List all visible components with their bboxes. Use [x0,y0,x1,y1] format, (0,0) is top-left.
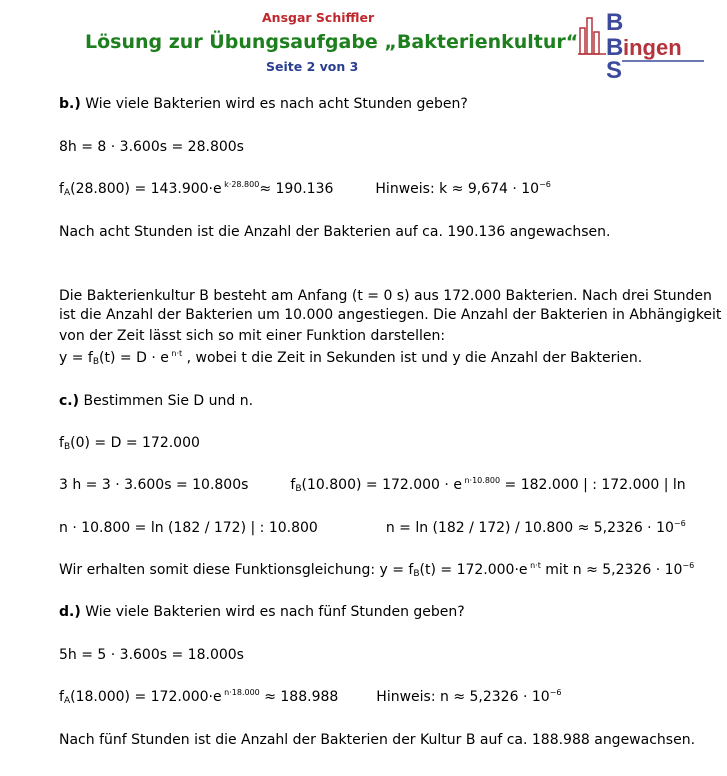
formula-c-d: $f_B(0) = D = 172.000$ [59,435,200,452]
formula-b: $f_A(28.800) = 143.900\cdot e$ $^{k\cdot 28.800}$≈ 190.136 Hinweis: $k \approx 9,674 \cdot 10^{-6}$ [59,180,551,198]
question-b-text: Wie viele Bakterien wird es nach acht Stunden geben? [85,96,468,112]
intro-line-1: Die Bakterienkultur B besteht am Anfang (t = 0 s) aus 172.000 Bakterien. Nach drei Stunden [59,288,712,304]
conversion-b: 8h = 8 · 3.600s = 28.800s [59,139,244,155]
logo-letter-b1: B [606,9,624,36]
formula-c-ln: n · 10.800 = ln (182 / 172) | : 10.800 $n = \ln (182 / 172) / 10.800 \approx 5,2326 \cdot 10^{-6}$ [59,519,686,536]
result-c: Wir erhalten somit diese Funktionsgleichung: $y = f_B(t) = 172.000\cdot e$ $^{n\cdot t}$ mit $n \approx 5,2326 \cdot 10^{-6}$ [59,561,695,579]
formula-c-eq: 3 h = 3 · 3.600s = 10.800s $f_B(10.800) = 172.000 \cdot e$ $^{n\cdot 10.800}$ = 182.000 | : 172.000 | ln [59,476,686,494]
author-name: Ansgar Schiffler [262,10,375,25]
question-d [59,603,465,621]
question-c-text: Bestimmen Sie D und n. [83,393,254,409]
hint-d: Hinweis: n ≈ 5,2326 · 10 [376,689,550,705]
label-c: c.) [59,393,80,409]
intro-line-4: $y = f_B(t) = D \cdot e$ $^{n\cdot t}$ , wobei t die Zeit in Sekunden ist und y die Anzahl der Bakterien. [59,349,643,367]
conversion-d: 5h = 5 · 3.600s = 18.000s [59,647,244,663]
hint-b: Hinweis: k ≈ 9,674 · 10 [375,181,540,197]
question-b [59,95,468,113]
question-c [59,392,253,410]
logo-letter-s: S [606,57,623,80]
formula-d: $f_A(18.000) = 172.000\cdot e$ $^{n\cdot 18.000}$ ≈ 188.988 Hinweis: $n \approx 5,2326 \cdot 10^{-6}$ [59,688,562,706]
question-d-text: Wie viele Bakterien wird es nach fünf Stunden geben? [85,604,465,620]
logo-letter-b2: B [606,34,624,61]
answer-d: Nach fünf Stunden ist die Anzahl der Bakterien der Kultur B auf ca. 188.988 angewachsen. [59,732,696,748]
page-number: Seite 2 von 3 [266,59,359,74]
page-title: Lösung zur Übungsaufgabe „Bakterienkultur“ [85,31,579,53]
answer-b: Nach acht Stunden ist die Anzahl der Bakterien auf ca. 190.136 angewachsen. [59,224,611,240]
label-b: b.) [59,96,81,112]
intro-line-3: von der Zeit lässt sich so mit einer Funktion darstellen: [59,328,446,344]
bbs-bingen-logo [576,8,708,80]
logo-bars [578,18,606,54]
logo-word-ingen: ingen [623,35,682,60]
intro-line-2: ist die Anzahl der Bakterien um 10.000 angestiegen. Die Anzahl der Bakterien in Abhängigkeit [59,307,722,323]
label-d: d.) [59,604,81,620]
